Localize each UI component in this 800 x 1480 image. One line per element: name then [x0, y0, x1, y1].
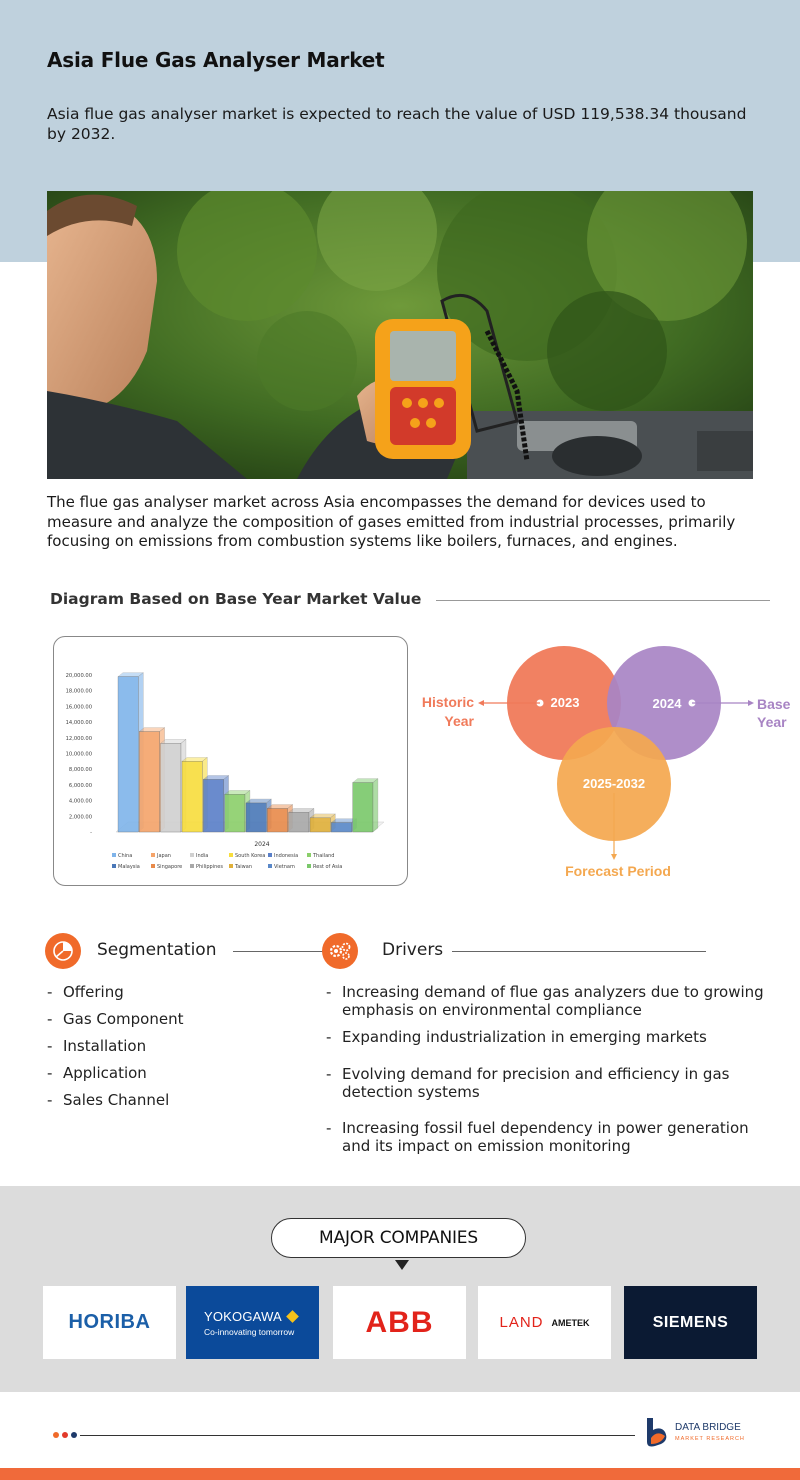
- bar-chart: [54, 637, 409, 887]
- legend-label: Singapore: [157, 864, 183, 870]
- brand-name: DATA BRIDGE: [675, 1422, 741, 1433]
- brand-tagline: MARKET RESEARCH: [675, 1436, 745, 1442]
- pill-pointer-icon: [395, 1260, 409, 1270]
- historic-arrow: [478, 700, 484, 706]
- forecast-period-value: 2025-2032: [582, 776, 646, 791]
- base-arrow: [748, 700, 754, 706]
- forecast-arrow: [611, 854, 617, 860]
- data-bridge-logo: [643, 1416, 763, 1450]
- segmentation-list: [47, 983, 183, 1118]
- diagram-title: Diagram Based on Base Year Market Value: [50, 590, 425, 608]
- legend-swatch: [229, 864, 233, 868]
- list-item: - Gas Component: [47, 1010, 184, 1028]
- y-tick-label: 8,000.00: [68, 767, 92, 774]
- legend-swatch: [229, 853, 233, 857]
- siemens-logo: SIEMENS: [624, 1286, 757, 1359]
- hero-image: [47, 191, 753, 479]
- list-item: - Increasing fossil fuel dependency in power generation and its impact on emission monitoring: [326, 1119, 749, 1155]
- list-item: - Installation: [47, 1037, 147, 1055]
- horiba-logo: HORIBA: [43, 1286, 176, 1359]
- list-item: - Evolving demand for precision and efficiency in gas detection systems: [326, 1065, 730, 1101]
- forecast-label: Forecast Period: [565, 863, 671, 879]
- drivers-title: Drivers: [382, 940, 444, 960]
- y-tick-label: 4,000.00: [68, 798, 92, 805]
- legend-swatch: [112, 853, 116, 857]
- base-label: Base: [757, 696, 791, 712]
- segmentation-title: Segmentation: [97, 940, 217, 960]
- market-description: The flue gas analyser market across Asia encompasses the demand for devices used to measure and analyze the composition of gases emitted from industrial processes, primarily focusing on emissions from combustion systems like boilers, furnaces, and engines.: [47, 493, 736, 550]
- footer-dots: [53, 1432, 77, 1438]
- legend-label: Japan: [157, 853, 171, 859]
- footer-rule: [80, 1435, 635, 1436]
- y-tick-label: 6,000.00: [68, 782, 92, 789]
- list-item: - Offering: [47, 983, 124, 1001]
- legend-label: China: [118, 853, 133, 859]
- legend-label: Malaysia: [118, 864, 140, 870]
- timeline-venn: [420, 630, 800, 890]
- base-year-value: 2024: [652, 696, 682, 711]
- historic-label: Historic: [421, 694, 474, 710]
- legend-swatch: [190, 853, 194, 857]
- bar-chart-card: [53, 636, 408, 886]
- list-item: - Sales Channel: [47, 1091, 170, 1109]
- drivers-list: [326, 983, 766, 1155]
- segmentation-rule: [233, 951, 323, 952]
- base-label-year: Year: [757, 714, 787, 730]
- chart-bar: [353, 779, 378, 832]
- y-tick-label: 20,000.00: [65, 673, 92, 679]
- bottom-accent-bar: [0, 1468, 800, 1480]
- y-tick-label: 18,000.00: [65, 688, 92, 695]
- legend-label: Taiwan: [235, 864, 253, 870]
- legend-label: Thailand: [313, 853, 335, 859]
- legend-swatch: [307, 853, 311, 857]
- yokogawa-logo: YOKOGAWA Co-innovating tomorrow: [186, 1286, 319, 1359]
- venn-diagram: [420, 630, 800, 890]
- legend-swatch: [190, 864, 194, 868]
- pie-chart-icon: [45, 933, 81, 969]
- gears-icon: [322, 933, 358, 969]
- drivers-rule: [452, 951, 706, 952]
- y-tick-label: 16,000.00: [65, 704, 92, 711]
- hero-photo-illustration: [47, 191, 753, 479]
- list-item: - Expanding industrialization in emerging markets: [326, 1028, 707, 1046]
- y-tick-label: -: [90, 830, 92, 836]
- legend-label: Vietnam: [274, 864, 295, 870]
- yokogawa-diamond-icon: [286, 1310, 299, 1323]
- legend-swatch: [307, 864, 311, 868]
- bars: [118, 673, 378, 832]
- historic-label-year: Year: [444, 713, 474, 729]
- chart-legend: [112, 853, 342, 870]
- x-axis-label: 2024: [254, 841, 270, 848]
- legend-label: Rest of Asia: [313, 864, 343, 870]
- list-item: - Application: [47, 1064, 147, 1082]
- page-title: Asia Flue Gas Analyser Market: [47, 48, 385, 72]
- legend-swatch: [151, 864, 155, 868]
- legend-label: Indonesia: [274, 853, 299, 859]
- major-companies-title: MAJOR COMPANIES: [271, 1218, 526, 1258]
- abb-logo: ABB: [333, 1286, 466, 1359]
- page-subtitle: Asia flue gas analyser market is expected to reach the value of USD 119,538.34 thousand by 2032.: [47, 105, 747, 143]
- y-tick-label: 2,000.00: [68, 814, 92, 821]
- legend-label: Philippines: [196, 864, 223, 870]
- y-tick-label: 10,000.00: [65, 751, 92, 758]
- list-item: - Increasing demand of flue gas analyzers due to growing emphasis on environmental compliance: [326, 983, 764, 1019]
- legend-swatch: [268, 853, 272, 857]
- y-tick-label: 12,000.00: [65, 735, 92, 742]
- diagram-title-rule: [436, 600, 770, 601]
- legend-swatch: [112, 864, 116, 868]
- legend-label: India: [196, 853, 209, 859]
- land-ametek-logo: LAND AMETEK: [478, 1286, 611, 1359]
- legend-label: South Korea: [235, 853, 266, 859]
- legend-swatch: [268, 864, 272, 868]
- y-tick-label: 14,000.00: [65, 720, 92, 727]
- historic-year-value: 2023: [550, 695, 580, 710]
- legend-swatch: [151, 853, 155, 857]
